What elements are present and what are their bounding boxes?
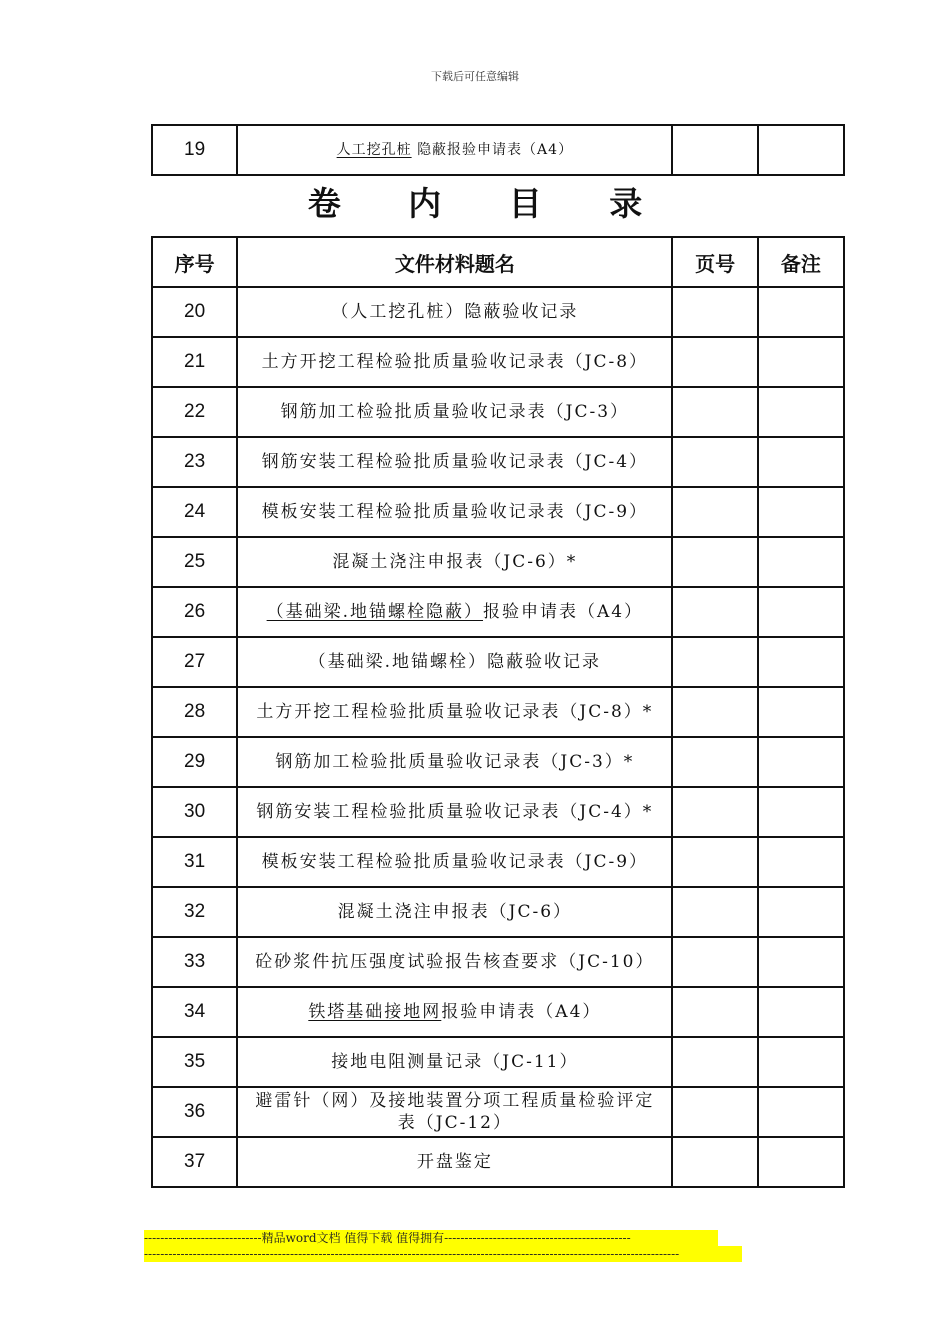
row-number: 22 [152, 387, 237, 437]
row-title: 土方开挖工程检验批质量验收记录表（JC-8） [237, 337, 672, 387]
footer-banner-line-2: ------------------------------------------------------------------------------------------------------------------------------------ [144, 1246, 742, 1262]
row-number: 25 [152, 537, 237, 587]
row-page-cell [672, 737, 757, 787]
row-title: 开盘鉴定 [237, 1137, 672, 1187]
header-title: 文件材料题名 [237, 237, 672, 287]
row-number: 32 [152, 887, 237, 937]
table-row [152, 987, 844, 1037]
row-title: （人工挖孔桩）隐蔽验收记录 [237, 287, 672, 337]
row-page-cell [672, 887, 757, 937]
row-page-cell [672, 987, 757, 1037]
row-number: 31 [152, 837, 237, 887]
table-row [152, 737, 844, 787]
header-remark: 备注 [758, 237, 844, 287]
row-title [237, 987, 672, 1037]
row-page-cell [672, 437, 757, 487]
row-number: 23 [152, 437, 237, 487]
row-page-cell [672, 637, 757, 687]
row-remark-cell [758, 687, 844, 737]
row-remark-cell [758, 125, 844, 175]
row-number: 30 [152, 787, 237, 837]
row-page-cell [672, 387, 757, 437]
row-title: 混凝土浇注申报表（JC-6）* [237, 537, 672, 587]
row-title: 模板安装工程检验批质量验收记录表（JC-9） [237, 487, 672, 537]
row-number: 21 [152, 337, 237, 387]
row-number: 20 [152, 287, 237, 337]
row-title: （基础梁.地锚螺栓）隐蔽验收记录 [237, 637, 672, 687]
row-title [237, 587, 672, 637]
row-number: 26 [152, 587, 237, 637]
row-remark-cell [758, 287, 844, 337]
row-number: 33 [152, 937, 237, 987]
table-body [152, 287, 844, 1187]
row-page-cell [672, 1087, 757, 1137]
row-number: 36 [152, 1087, 237, 1137]
row-page-cell [672, 587, 757, 637]
row-remark-cell [758, 387, 844, 437]
row-number: 19 [152, 125, 237, 175]
table-row [152, 437, 844, 487]
row-page-cell [672, 837, 757, 887]
catalog-table [151, 236, 845, 1188]
row-page-cell [672, 125, 757, 175]
row-page-cell [672, 787, 757, 837]
page-title: 卷 内 目 录 [307, 184, 671, 223]
table-row [152, 1137, 844, 1187]
row-remark-cell [758, 1087, 844, 1137]
row-remark-cell [758, 487, 844, 537]
row-remark-cell [758, 937, 844, 987]
row-number: 24 [152, 487, 237, 537]
row-title: 砼砂浆件抗压强度试验报告核查要求（JC-10） [237, 937, 672, 987]
table-row [152, 587, 844, 637]
table-row [152, 887, 844, 937]
row-title: 混凝土浇注申报表（JC-6） [237, 887, 672, 937]
row-page-cell [672, 537, 757, 587]
table-row [152, 837, 844, 887]
row-number: 35 [152, 1037, 237, 1087]
table-row [152, 387, 844, 437]
table-header-row [152, 237, 844, 287]
row-title-rest: 报验申请表（A4） [441, 1002, 602, 1022]
table-row [152, 125, 844, 175]
table-row [152, 637, 844, 687]
row-number: 37 [152, 1137, 237, 1187]
table-row [152, 537, 844, 587]
row-title-rest: 隐蔽报验申请表（A4） [417, 142, 574, 158]
row-title-rest: 报验申请表（A4） [483, 602, 644, 622]
row-remark-cell [758, 1037, 844, 1087]
table-row [152, 487, 844, 537]
row-remark-cell [758, 437, 844, 487]
row-remark-cell [758, 987, 844, 1037]
row-number: 29 [152, 737, 237, 787]
row-title: 钢筋安装工程检验批质量验收记录表（JC-4）* [237, 787, 672, 837]
row-title: 钢筋安装工程检验批质量验收记录表（JC-4） [237, 437, 672, 487]
row-remark-cell [758, 1137, 844, 1187]
table-row [152, 687, 844, 737]
row-number: 27 [152, 637, 237, 687]
row-remark-cell [758, 887, 844, 937]
previous-page-table [151, 124, 845, 176]
table-row [152, 1037, 844, 1087]
row-remark-cell [758, 637, 844, 687]
row-remark-cell [758, 337, 844, 387]
row-remark-cell [758, 737, 844, 787]
table-row [152, 1087, 844, 1137]
row-remark-cell [758, 537, 844, 587]
row-remark-cell [758, 587, 844, 637]
header-note: 下载后可任意编辑 [431, 70, 519, 83]
row-page-cell [672, 1037, 757, 1087]
row-number: 28 [152, 687, 237, 737]
row-title-underlined: （基础梁.地锚螺栓隐蔽） [266, 602, 484, 622]
row-title [237, 125, 672, 175]
row-page-cell [672, 487, 757, 537]
row-title: 钢筋加工检验批质量验收记录表（JC-3）* [237, 737, 672, 787]
header-number: 序号 [152, 237, 237, 287]
row-remark-cell [758, 787, 844, 837]
row-page-cell [672, 1137, 757, 1187]
row-number: 34 [152, 987, 237, 1037]
row-page-cell [672, 287, 757, 337]
row-remark-cell [758, 837, 844, 887]
row-title-underlined: 铁塔基础接地网 [308, 1002, 442, 1022]
row-title: 土方开挖工程检验批质量验收记录表（JC-8）* [237, 687, 672, 737]
footer-banner-line-1: -----------------------------精品word文档 值得下载 值得拥有---------------------------------------------- [144, 1230, 718, 1246]
table-row [152, 287, 844, 337]
row-title: 接地电阻测量记录（JC-11） [237, 1037, 672, 1087]
table-row [152, 337, 844, 387]
row-title-underlined: 人工挖孔桩 [336, 142, 412, 158]
row-title: 模板安装工程检验批质量验收记录表（JC-9） [237, 837, 672, 887]
row-title: 避雷针（网）及接地装置分项工程质量检验评定表（JC-12） [237, 1087, 672, 1137]
row-page-cell [672, 337, 757, 387]
row-page-cell [672, 937, 757, 987]
header-page: 页号 [672, 237, 757, 287]
table-row [152, 787, 844, 837]
row-title: 钢筋加工检验批质量验收记录表（JC-3） [237, 387, 672, 437]
table-row [152, 937, 844, 987]
row-page-cell [672, 687, 757, 737]
